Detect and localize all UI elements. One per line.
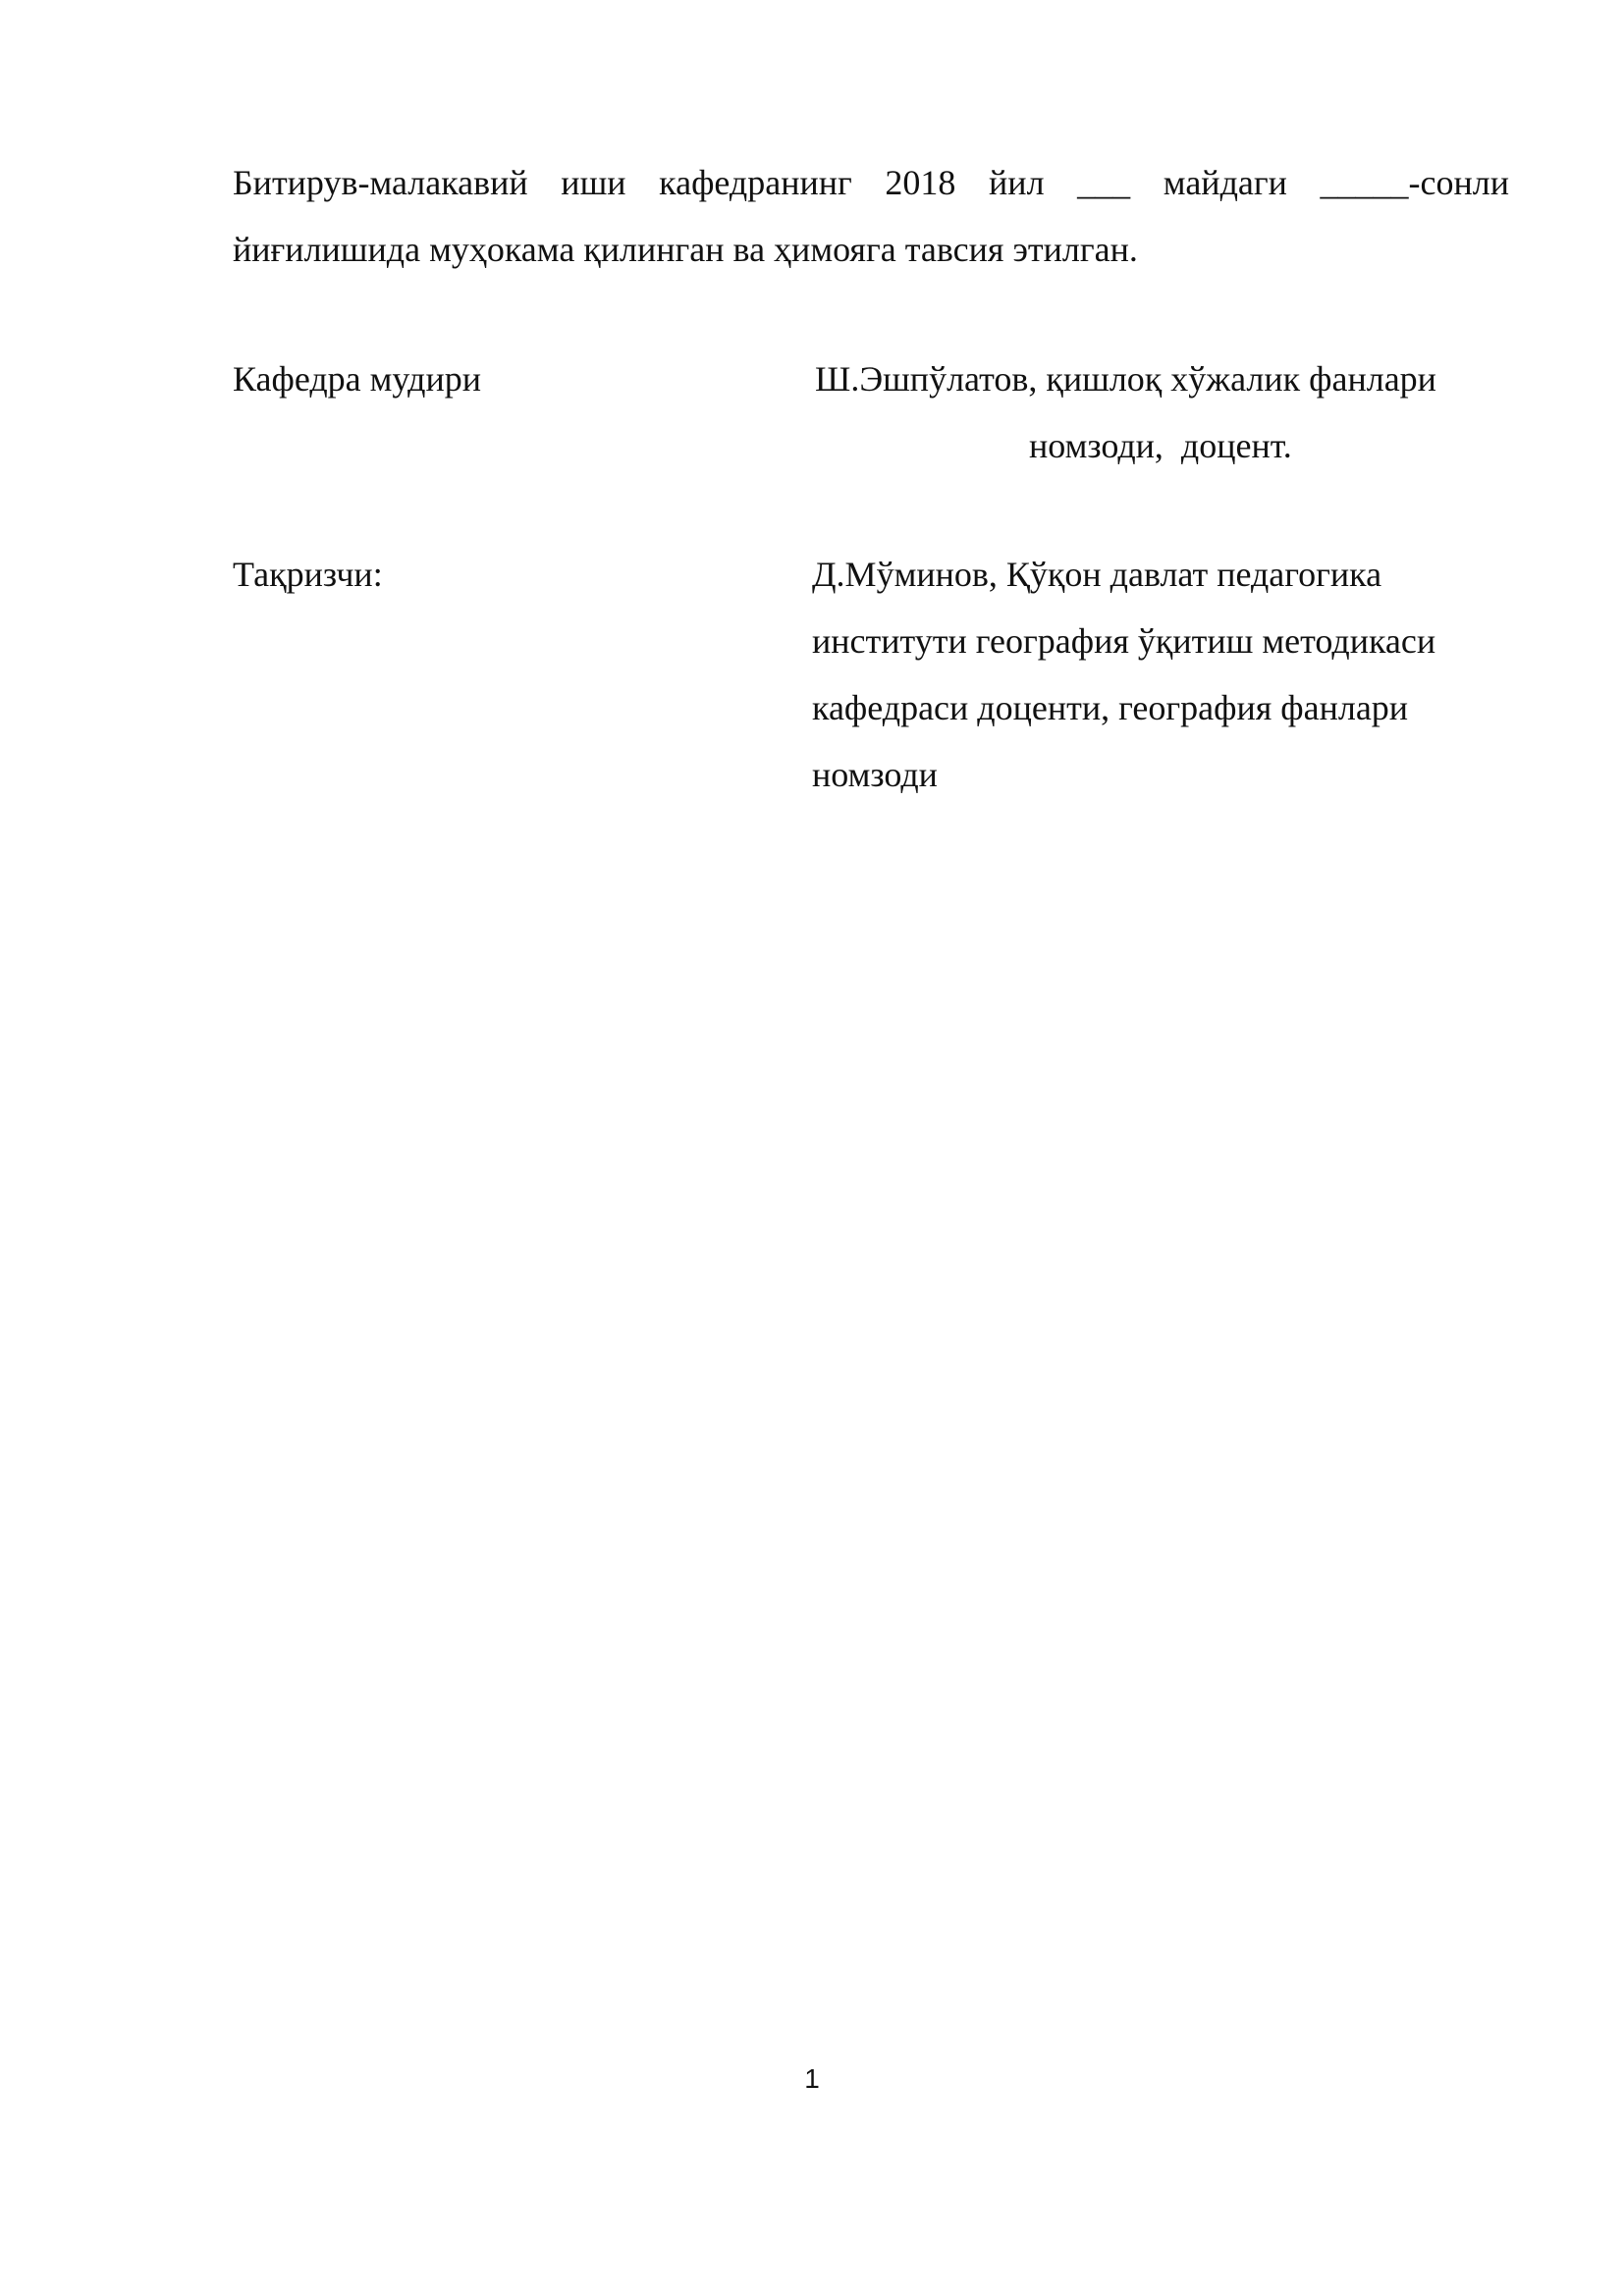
reviewer-details xyxy=(812,541,1519,808)
head-of-department-name xyxy=(815,346,1502,479)
head-of-department-label: Кафедра мудири xyxy=(233,359,482,399)
page-number: 1 xyxy=(804,2063,820,2094)
reviewer-details-line: институти география ўқитиш методикаси xyxy=(812,621,1436,661)
reviewer-details-line: номзоди xyxy=(812,755,938,794)
approval-statement-line-2: йиғилишида муҳокама қилинган ва ҳимояга тавсия этилган. xyxy=(233,230,1138,269)
head-of-department-name-line-1: Ш.Эшпўлатов, қишлоқ хўжалик фанлари xyxy=(815,359,1436,399)
approval-statement-line-1: Битирув-малакавий иши кафедранинг 2018 йил ___ майдаги _____-сонли xyxy=(233,163,1509,202)
reviewer-details-line: кафедраси доценти, география фанлари xyxy=(812,688,1409,727)
reviewer-details-line: Д.Мўминов, Қўқон давлат педагогика xyxy=(812,555,1382,594)
reviewer-label: Тақризчи: xyxy=(233,555,383,594)
approval-statement xyxy=(233,149,1509,283)
head-of-department-name-line-2: номзоди, доцент. xyxy=(1029,426,1292,465)
